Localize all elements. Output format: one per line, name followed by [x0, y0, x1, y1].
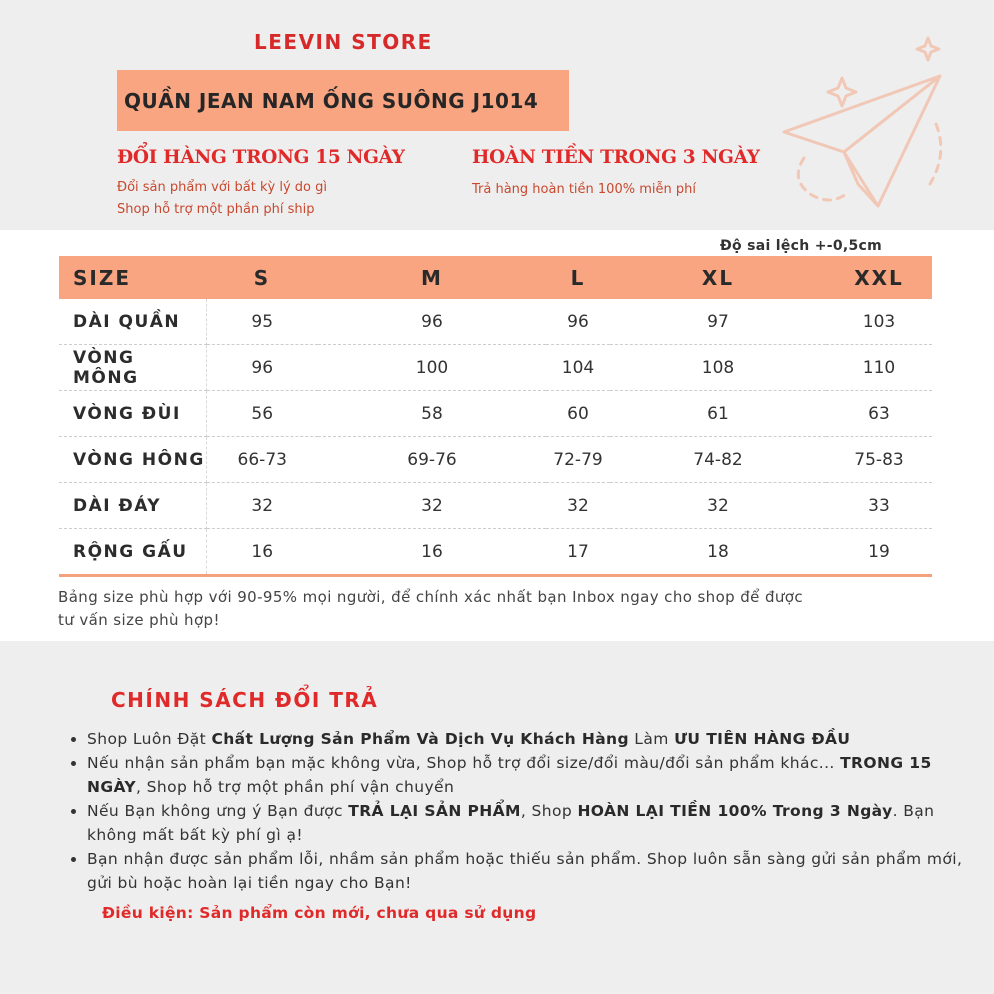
table-row — [59, 529, 932, 576]
row-label: DÀI QUẦN — [59, 299, 206, 345]
cell-value: 32 — [318, 483, 546, 529]
cell-value: 66-73 — [206, 437, 318, 483]
policy-text: Nếu nhận sản phẩm bạn mặc không vừa, Shop hỗ trợ đổi size/đổi màu/đổi sản phẩm khác... — [87, 754, 841, 772]
cell-value: 17 — [546, 529, 610, 576]
size-fit-note — [58, 586, 898, 632]
list-item — [87, 847, 967, 895]
cell-value: 74-82 — [610, 437, 826, 483]
cell-value: 56 — [206, 391, 318, 437]
policy-text: Làm — [628, 730, 675, 748]
policy-text: , Shop — [520, 802, 578, 820]
return-condition: Điều kiện: Sản phẩm còn mới, chưa qua sử dụng — [102, 904, 537, 922]
cell-value: 16 — [206, 529, 318, 576]
cell-value: 32 — [206, 483, 318, 529]
cell-value: 69-76 — [318, 437, 546, 483]
policy-text: Bạn nhận được sản phẩm lỗi, nhầm sản phẩm hoặc thiếu sản phẩm. Shop luôn sẵn sàng gửi sản phẩm mới, gửi bù hoặc hoàn lại tiền ngay cho Bạn! — [87, 850, 963, 892]
store-name: LEEVIN STORE — [254, 30, 433, 54]
cell-value: 33 — [826, 483, 932, 529]
table-row — [59, 483, 932, 529]
row-label: DÀI ĐÁY — [59, 483, 206, 529]
policy-emphasis: TRẢ LẠI SẢN PHẨM — [348, 802, 521, 820]
size-table — [59, 256, 932, 577]
policy-text: . Bạn không mất bất kỳ phí gì ạ! — [87, 802, 935, 844]
tolerance-note: Độ sai lệch +-0,5cm — [720, 238, 883, 254]
cell-value: 32 — [546, 483, 610, 529]
header-m: M — [318, 256, 546, 299]
cell-value: 100 — [318, 345, 546, 391]
size-fit-note-line: tư vấn size phù hợp! — [58, 611, 220, 629]
cell-value: 104 — [546, 345, 610, 391]
policy-emphasis: Chất Lượng Sản Phẩm Và Dịch Vụ Khách Hàng — [211, 730, 629, 748]
exchange-promo-text — [117, 177, 327, 221]
cell-value: 16 — [318, 529, 546, 576]
policy-emphasis: TRONG 15 NGÀY — [87, 754, 932, 796]
row-label: VÒNG ĐÙI — [59, 391, 206, 437]
cell-value: 58 — [318, 391, 546, 437]
policy-text: Nếu Bạn không ưng ý Bạn được — [87, 802, 349, 820]
cell-value: 61 — [610, 391, 826, 437]
row-label: VÒNG HÔNG — [59, 437, 206, 483]
policy-emphasis: HOÀN LẠI TIỀN 100% Trong 3 Ngày — [577, 802, 893, 820]
header-xl: XL — [610, 256, 826, 299]
policy-text: Shop Luôn Đặt — [87, 730, 212, 748]
return-policy-title: CHÍNH SÁCH ĐỔI TRẢ — [111, 688, 379, 712]
table-row — [59, 299, 932, 345]
header-xxl: XXL — [826, 256, 932, 299]
return-policy-list — [70, 727, 967, 895]
cell-value: 96 — [318, 299, 546, 345]
exchange-promo-title: ĐỔI HÀNG TRONG 15 NGÀY — [117, 147, 405, 168]
policy-emphasis: ƯU TIÊN HÀNG ĐẦU — [674, 730, 851, 748]
header-l: L — [546, 256, 610, 299]
table-row — [59, 345, 932, 391]
cell-value: 110 — [826, 345, 932, 391]
paper-plane-icon — [780, 34, 950, 214]
refund-promo-title: HOÀN TIỀN TRONG 3 NGÀY — [472, 147, 760, 168]
size-table-header-row — [59, 256, 932, 299]
list-item — [87, 727, 967, 751]
cell-value: 95 — [206, 299, 318, 345]
exchange-promo-line: Đổi sản phẩm với bất kỳ lý do gì — [117, 180, 327, 195]
list-item — [87, 799, 967, 847]
refund-promo-text — [472, 179, 696, 201]
cell-value: 97 — [610, 299, 826, 345]
cell-value: 96 — [206, 345, 318, 391]
exchange-promo-line: Shop hỗ trợ một phần phí ship — [117, 202, 315, 217]
cell-value: 108 — [610, 345, 826, 391]
table-row — [59, 437, 932, 483]
product-title: QUẦN JEAN NAM ỐNG SUÔNG J1014 — [124, 88, 539, 113]
product-title-box — [117, 70, 569, 131]
row-label: RỘNG GẤU — [59, 529, 206, 576]
list-item — [87, 751, 967, 799]
size-fit-note-line: Bảng size phù hợp với 90-95% mọi người, để chính xác nhất bạn Inbox ngay cho shop để được — [58, 588, 804, 606]
row-label: VÒNG MÔNG — [59, 345, 206, 391]
header-s: S — [206, 256, 318, 299]
cell-value: 19 — [826, 529, 932, 576]
cell-value: 96 — [546, 299, 610, 345]
cell-value: 63 — [826, 391, 932, 437]
cell-value: 103 — [826, 299, 932, 345]
cell-value: 72-79 — [546, 437, 610, 483]
table-row — [59, 391, 932, 437]
policy-text: , Shop hỗ trợ một phần phí vận chuyển — [136, 778, 455, 796]
refund-promo-line: Trả hàng hoàn tiền 100% miễn phí — [472, 182, 696, 197]
cell-value: 75-83 — [826, 437, 932, 483]
cell-value: 32 — [610, 483, 826, 529]
cell-value: 18 — [610, 529, 826, 576]
header-size: SIZE — [59, 256, 206, 299]
cell-value: 60 — [546, 391, 610, 437]
